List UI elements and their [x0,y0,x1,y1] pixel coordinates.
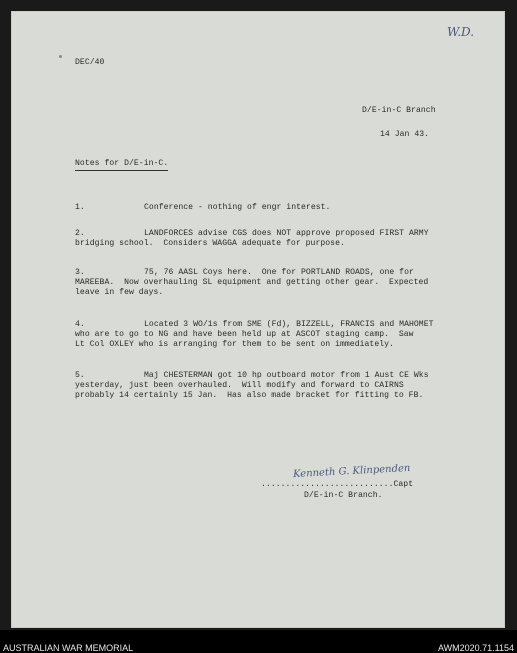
item-line: bridging school. Considers WAGGA adequate for purpose. [75,239,345,248]
punch-hole-mark [59,55,62,58]
document-page [11,11,505,628]
handwritten-mark: W.D. [447,25,475,39]
archive-footer-bar [0,630,517,653]
item-line: probably 14 certainly 15 Jan. Has also made bracket for fitting to FB. [75,391,424,400]
signature-rank-line: ...........................Capt [261,480,414,489]
item-line: leave in few days. [75,288,164,297]
item-line: 75, 76 AASL Coys here. One for PORTLAND ROADS, one for [144,268,414,277]
item-line: Maj CHESTERMAN got 10 hp outboard motor from 1 Aust CE Wks [144,371,429,380]
item-line: yesterday, just been overhauled. Will modify and forward to CAIRNS [75,381,404,390]
item-number: 2. [75,229,85,238]
notes-title: Notes for D/E-in-C. [75,159,168,171]
document-date: 14 Jan 43. [380,130,430,139]
archive-reference: AWM2020.71.1154 [437,643,514,653]
item-number: 5. [75,371,85,380]
item-line: Lt Col OXLEY who is arranging for them to be sent on immediately. [75,340,394,349]
file-reference: DEC/40 [75,58,105,67]
signature-branch: D/E-in-C Branch. [304,491,383,500]
item-line: LANDFORCES advise CGS does NOT approve proposed FIRST ARMY [144,229,429,238]
item-line: who are to go to NG and have been held up at ASCOT staging camp. Saw [75,330,414,339]
item-line: MAREEBA. Now overhauling SL equipment and getting other gear. Expected [75,278,429,287]
item-line: Located 3 WO/1s from SME (Fd), BIZZELL, FRANCIS and MAHOMET [144,320,434,329]
branch-heading: D/E-in-C Branch [362,106,436,115]
item-number: 4. [75,320,85,329]
item-line: Conference - nothing of engr interest. [144,203,331,212]
item-number: 3. [75,268,85,277]
item-number: 1. [75,203,85,212]
archive-name: AUSTRALIAN WAR MEMORIAL [3,643,134,653]
handwritten-signature: Kenneth G. Klinpenden [292,462,411,481]
